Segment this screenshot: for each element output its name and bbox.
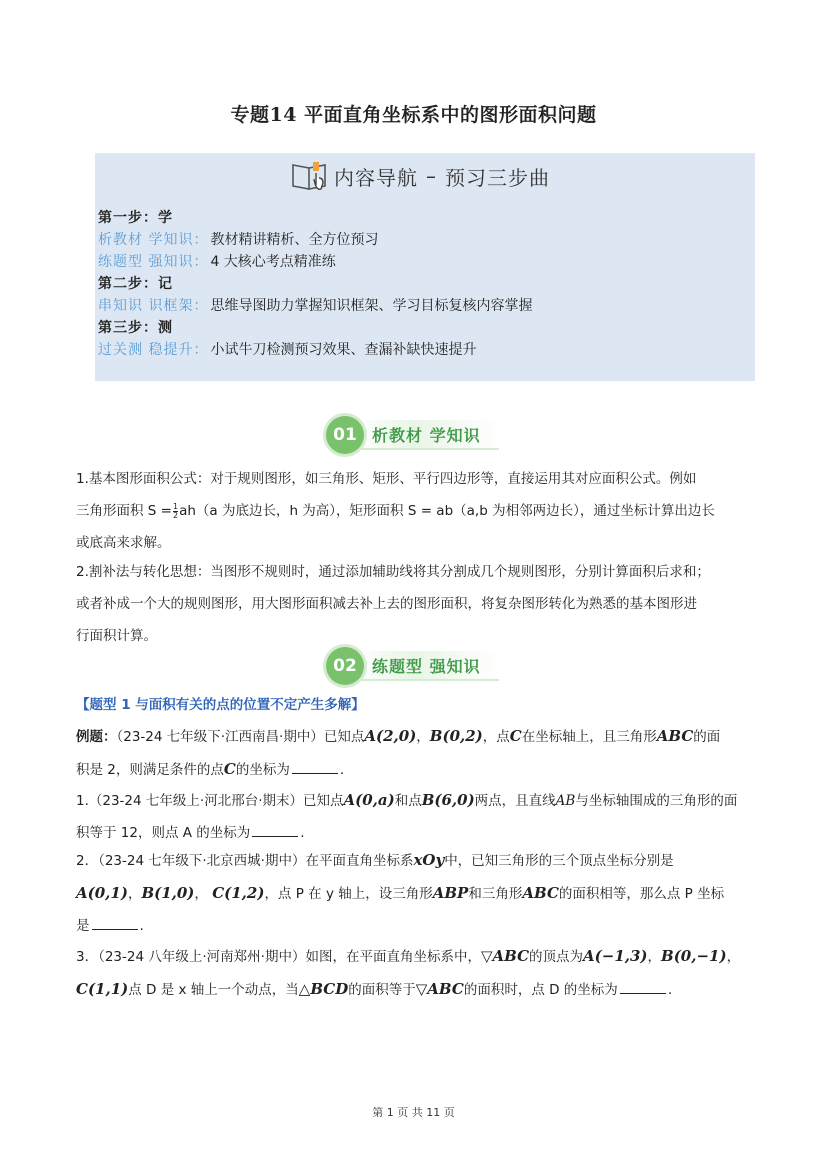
triangle-label: △BCD — [298, 980, 349, 998]
question-type-heading: 【题型 1 与面积有关的点的位置不定产生多解】 — [76, 697, 365, 713]
book-hand-icon — [290, 159, 330, 193]
nav-desc: 思维导图助力掌握知识框架、学习目标复核内容掌握 — [210, 298, 533, 314]
question-1 — [76, 784, 766, 849]
step-label: 第二步：记 — [98, 276, 173, 292]
question-line — [76, 940, 766, 973]
page-title: 专题14 平面直角坐标系中的图形面积问题 — [230, 104, 597, 126]
nav-line — [98, 339, 532, 361]
section-number: 02 — [326, 647, 364, 685]
paragraph-2 — [76, 556, 766, 652]
nav-header — [290, 159, 550, 193]
question-line — [76, 973, 766, 1006]
triangle-label: ▽ABC — [415, 980, 464, 998]
answer-blank[interactable] — [292, 759, 338, 774]
text-span: 1.（23-24 七年级上·河北邢台·期末）已知点 — [76, 793, 344, 809]
triangle-label: ABC — [522, 884, 559, 902]
nav-line-step2 — [98, 273, 532, 295]
nav-highlight: 析教材 学知识： — [98, 232, 209, 248]
nav-highlight: 练题型 强知识： — [98, 254, 209, 270]
text-span: 和三角形 — [468, 886, 523, 902]
step-label: 第一步：学 — [98, 210, 173, 226]
fraction — [173, 503, 178, 520]
text-span: 的面 — [693, 729, 721, 745]
section-label: 析教材 学知识 — [356, 420, 499, 450]
point-label: C — [509, 727, 522, 745]
paragraph-1 — [76, 463, 766, 559]
paragraph-line: 2.割补法与转化思想：当图形不规则时，通过添加辅助线将其分割成几个规则图形，分别计算面积后求和； — [76, 564, 710, 580]
nav-line-step1 — [98, 207, 532, 229]
nav-line — [98, 229, 532, 251]
nav-line — [98, 251, 532, 273]
question-line — [76, 844, 766, 877]
nav-header-right: 预习三步曲 — [445, 165, 550, 190]
text-span: . — [667, 982, 673, 998]
question-3 — [76, 940, 766, 1006]
text-span: . — [139, 918, 144, 934]
coordinate-system-label: xOy — [413, 851, 445, 869]
answer-blank[interactable] — [252, 822, 298, 837]
triangle-label: ABC — [656, 727, 694, 745]
point-label: C(1,1) — [76, 980, 129, 998]
nav-desc: 小试牛刀检测预习效果、查漏补缺快速提升 — [210, 342, 477, 358]
point-label: B(0,−1) — [661, 947, 727, 965]
text-span: 点 D 是 x 轴上一个动点，当 — [128, 982, 299, 998]
point-label: B(1,0) — [141, 884, 195, 902]
point-label: A(0,a) — [343, 791, 395, 809]
nav-header-left: 内容导航 — [334, 165, 418, 190]
text-span: . — [339, 762, 345, 778]
section-number: 01 — [326, 416, 364, 454]
point-label: C — [223, 760, 236, 778]
fraction-numerator: 1 — [172, 501, 179, 511]
text-span: （23-24 七年级下·江西南昌·期中）已知点 — [116, 729, 365, 745]
nav-highlight: 过关测 稳提升： — [98, 342, 209, 358]
triangle-label: ABP — [432, 884, 469, 902]
question-line — [76, 784, 766, 817]
nav-line-step3 — [98, 317, 532, 339]
text-span: 3．（23-24 八年级上·河南郑州·期中）如图，在平面直角坐标系中， — [76, 949, 481, 965]
text-span: 是 — [76, 918, 90, 934]
nav-lines — [98, 207, 532, 361]
question-line — [76, 910, 766, 942]
nav-highlight: 串知识 识框架： — [98, 298, 209, 314]
question-2 — [76, 844, 766, 942]
text-span: ，点 P 在 y 轴上，设三角形 — [264, 886, 433, 902]
point-label: C(1,2) — [212, 884, 265, 902]
section-badge-02 — [326, 647, 499, 685]
text-span: 和点 — [394, 793, 422, 809]
text-span: 的坐标为 — [235, 762, 290, 778]
text-span: ， — [416, 729, 430, 745]
text-span: 2．（23-24 七年级下·北京西城·期中）在平面直角坐标系 — [76, 853, 414, 869]
text-span: 积是 2，则满足条件的点 — [76, 762, 224, 778]
nav-header-dash: – — [426, 164, 437, 188]
answer-blank[interactable] — [620, 979, 666, 994]
text-span: 的面积等于 — [348, 982, 416, 998]
text-span: 两点，且直线 — [474, 793, 556, 809]
text-span: ， — [726, 949, 741, 965]
question-line — [76, 720, 766, 753]
question-line — [76, 877, 766, 910]
fraction-denominator: 2 — [172, 510, 179, 520]
nav-desc: 教材精讲精析、全方位预习 — [210, 232, 379, 248]
text-span: 中，已知三角形的三个顶点坐标分别是 — [444, 853, 674, 869]
text-span: 三角形面积 S = — [76, 503, 172, 519]
text-span: ， — [194, 886, 213, 902]
paragraph-line: 或者补成一个大的规则图形，用大图形面积减去补上去的图形面积，将复杂图形转化为熟悉的基本图形进 — [76, 596, 697, 612]
paragraph-line — [76, 495, 766, 527]
point-label: A(2,0) — [364, 727, 417, 745]
text-span: ， — [127, 886, 142, 902]
line-label: AB — [555, 793, 576, 809]
question-line — [76, 753, 766, 786]
section-label: 练题型 强知识 — [356, 651, 499, 681]
paragraph-line: 或底高来求解。 — [76, 535, 171, 551]
point-label: A(0,1) — [76, 884, 128, 902]
text-span: 的面积相等，那么点 P 坐标 — [558, 886, 725, 902]
point-label: B(6,0) — [421, 791, 475, 809]
paragraph-line: 1.基本图形面积公式：对于规则图形，如三角形、矩形、平行四边形等，直接运用其对应面积公式。例如 — [76, 471, 697, 487]
triangle-label: ▽ABC — [480, 947, 530, 965]
point-label: A(−1,3) — [583, 947, 648, 965]
page-footer: 第 1 页 共 11 页 — [372, 1106, 455, 1119]
text-span: 的面积时，点 D 的坐标为 — [463, 982, 618, 998]
point-label: B(0,2) — [429, 727, 483, 745]
text-span: ah（a 为底边长，h 为高），矩形面积 S = ab（a,b 为相邻两边长），通过坐标计算出边长 — [179, 503, 715, 519]
text-span: ，点 — [482, 729, 510, 745]
example-lead: 例题： — [76, 729, 117, 745]
nav-desc: 4 大核心考点精准练 — [210, 254, 336, 270]
paragraph-line: 行面积计算。 — [76, 628, 157, 644]
text-span: ， — [647, 949, 662, 965]
step-label: 第三步：测 — [98, 320, 173, 336]
section-badge-01 — [326, 416, 499, 454]
answer-blank[interactable] — [92, 915, 138, 930]
text-span: 的顶点为 — [529, 949, 584, 965]
example-question — [76, 720, 766, 786]
text-span: 与坐标轴围成的三角形的面 — [575, 793, 738, 809]
text-span: . — [300, 825, 305, 841]
nav-line — [98, 295, 532, 317]
text-span: 积等于 12，则点 A 的坐标为 — [76, 825, 251, 841]
content-navigation-box — [95, 153, 755, 381]
text-span: 在坐标轴上，且三角形 — [521, 729, 657, 745]
